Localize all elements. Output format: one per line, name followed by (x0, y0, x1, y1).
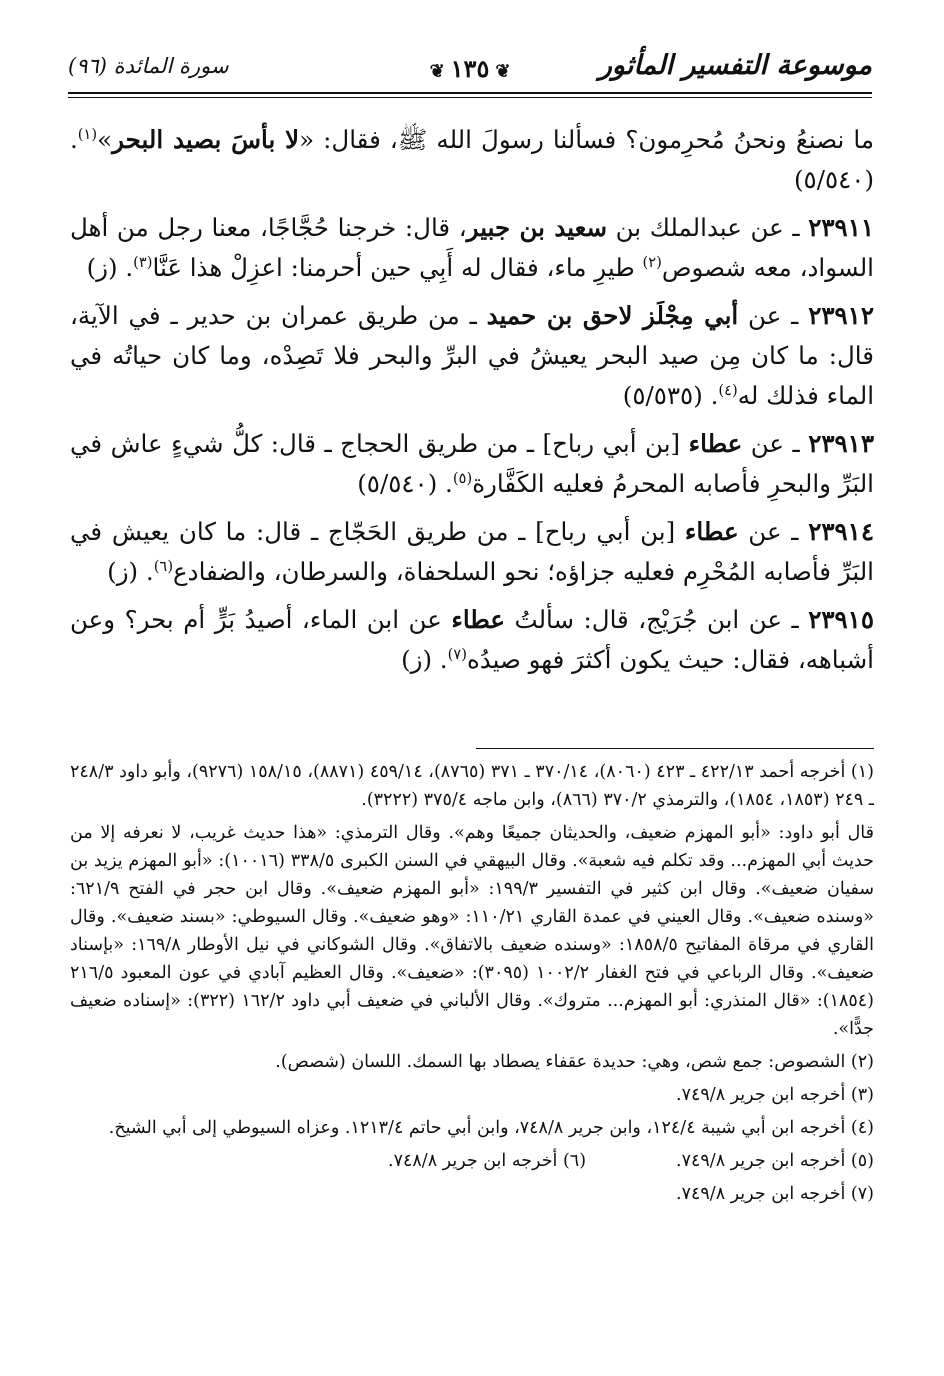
text-run: . (٥/٥٣٥) (622, 381, 719, 410)
text-run: » (97, 125, 113, 154)
footnote-5: (٥) أخرجه ابن جرير ٧٤٩/٨. (676, 1151, 874, 1171)
narrator-name: سعيد بن جبير (466, 213, 607, 242)
footnote-ref: (٥) (452, 469, 473, 487)
footnote-ref: (١) (77, 125, 98, 143)
header-rule (68, 92, 872, 94)
text-run: عن ابن الماء، أصيدُ بَرٍّ أم بحر؟ وعن أشباهه، فقال: حيث يكون أكثرَ فهو صيدُه (70, 605, 874, 674)
main-text (70, 120, 874, 688)
book-title: موسوعة التفسير المأثور (598, 50, 872, 81)
narration-23914 (70, 512, 874, 592)
narrator-name: عطاء (451, 605, 506, 634)
footnote-2: (٢) الشصوص: جمع شص، وهي: حديدة عقفاء يصطاد بها السمك. اللسان (شصص). (275, 1052, 874, 1072)
text-run: ، قال: خرجنا حُجَّاجًا، معنا رجل من أهل السواد، معه شصوص (70, 213, 874, 282)
text-run: ـ عن ابن جُرَيْج، قال: سألتُ (505, 605, 809, 634)
narrator-name: عطاء (684, 517, 739, 546)
footnote-ref: (٤) (718, 381, 738, 399)
narration-number: ٢٣٩١١ (808, 213, 875, 242)
footnote-ref: (٣) (133, 253, 153, 271)
footnote-1: (١) أخرجه أحمد ٤٢٢/١٣ ـ ٤٢٣ (٨٠٦٠)، ٣٧٠/١٤ ـ ٣٧١ (٨٧٦٥)، ٤٥٩/١٤ (٨٨٧١)، ١٥٨/١٥ (٩٢٧٦)، وأبو داود ٢٤٨/٣ ـ ٢٤٩ (١٨٥٣، ١٨٥٤)، والترمذي ٣٧٠/٢ (٨٦٦)، وابن ماجه ٣٧٥/٤ (٣٢٢٢). (70, 762, 874, 810)
footnote-1-comment: قال أبو داود: «أبو المهزم ضعيف، والحديثان جميعًا وهم». وقال الترمذي: «هذا حديث غريب، لا نعرفه إلا من حديث أبي المهزم... وقد تكلم فيه شعبة». وقال البيهقي في السنن الكبرى ٣٣٨/٥ (١٠٠١٦): «أبو المهزم يزيد بن سفيان ضعيف». وقال ابن كثير في التفسير ١٩٩/٣: «أبو المهزم ضعيف». وقال ابن حجر في الفتح ٦٢١/٩: «وسنده ضعيف». وقال العيني في عمدة القاري ١١٠/٢١: «وهو ضعيف». وقال السيوطي: «بسند ضعيف». وقال القاري في مرقاة المفاتيح ١٨٥٨/٥: «وسنده ضعيف بالاتفاق». وقال الشوكاني في نيل الأوطار ١٦٩/٨: «بإسناد ضعيف». وقال الرباعي في فتح الغفار ١٠٠٢/٢ (٣٠٩٥): «ضعيف». وقال العظيم آبادي في عون المعبود ٢١٦/٥ (١٨٥٤): «قال المنذري: أبو المهزم... متروك». وقال الألباني في ضعيف أبي داود ١٦٢/٢ (٣٢٢): «إسناده ضعيف جدًّا». (70, 823, 874, 1039)
text-run: ـ عن (738, 301, 809, 330)
narrator-name: عطاء (688, 429, 743, 458)
text-run: طيرِ ماء، فقال له أَبِي حين أحرمنا: اعزِلْ هذا عَنَّا (152, 253, 643, 282)
text-run: ـ عن (742, 429, 809, 458)
footnote-4: (٤) أخرجه ابن أبي شيبة ١٢٤/٤، وابن جرير ٧٤٨/٨، وابن أبي حاتم ١٢١٣/٤. وعزاه السيوطي إلى أبي الشيخ. (108, 1118, 874, 1138)
page-number: ١٣٥ (450, 54, 490, 83)
paragraph-continuation (70, 120, 874, 200)
text-run: ـ من طريق عمران بن حدير ـ في الآية، قال: ما كان مِن صيد البحر يعيشُ في البرِّ والبحر فلا تَصِدْه، وما كان حياتُه في الماء فذلك له (70, 301, 874, 410)
footnotes (70, 758, 874, 1213)
text-run: [بن أبي رباح] ـ من طريق الحَجّاج ـ قال: ما كان يعيش في البَرِّ فأصابه المُحْرِم فعليه جزاؤه؛ نحو السلحفاة، والسرطان، والضفادع (70, 517, 874, 586)
narration-23912 (70, 296, 874, 416)
page-number-block (424, 54, 517, 83)
footnote-ref: (٦) (153, 557, 174, 575)
text-run: [بن أبي رباح] ـ من طريق الحجاج ـ قال: كلُّ شيءٍ عاش في البَرِّ والبحرِ فأصابه المحرمُ فعليه الكَفَّارة (70, 429, 874, 498)
narration-23913 (70, 424, 874, 504)
narration-23911 (70, 208, 874, 288)
page-header (68, 50, 872, 98)
text-run: . (ز) (401, 645, 448, 674)
narration-number: ٢٣٩١٢ (808, 301, 874, 330)
footnote-6: (٦) أخرجه ابن جرير ٧٤٨/٨. (388, 1151, 587, 1171)
footnote-3: (٣) أخرجه ابن جرير ٧٤٩/٨. (676, 1085, 874, 1105)
surah-name: سورة المائدة (٩٦) (68, 54, 229, 78)
footnote-7: (٧) أخرجه ابن جرير ٧٤٩/٨. (676, 1184, 874, 1204)
narration-number: ٢٣٩١٤ (808, 517, 874, 546)
footnote-ref: (٢) (642, 253, 662, 271)
text-run: ـ عن عبدالملك بن (606, 213, 809, 242)
header-rule-thin (68, 97, 872, 98)
footnote-ref: (٧) (447, 645, 467, 663)
text-run: ـ عن (738, 517, 809, 546)
text-run: . (٥/٥٤٠) (357, 469, 453, 498)
narrator-name: أبي مِجْلَز لاحق بن حميد (486, 301, 739, 330)
narration-23915 (70, 600, 874, 680)
text-run: ما نصنعُ ونحنُ مُحرِمون؟ فسألنا رسولَ الله ﷺ، فقال: « (299, 125, 874, 154)
footnote-row (70, 1147, 874, 1180)
narration-number: ٢٣٩١٣ (808, 429, 874, 458)
ornament-icon: ❦ (429, 61, 445, 82)
narration-number: ٢٣٩١٥ (808, 605, 874, 634)
text-run: . (ز) (86, 253, 134, 282)
hadith-text: لا بأسَ بصيد البحر (112, 125, 300, 154)
text-run: . (ز) (107, 557, 154, 586)
ornament-icon: ❦ (495, 61, 511, 82)
footnote-divider (476, 748, 874, 749)
text-run: . (٥/٥٤٠) (70, 125, 874, 194)
